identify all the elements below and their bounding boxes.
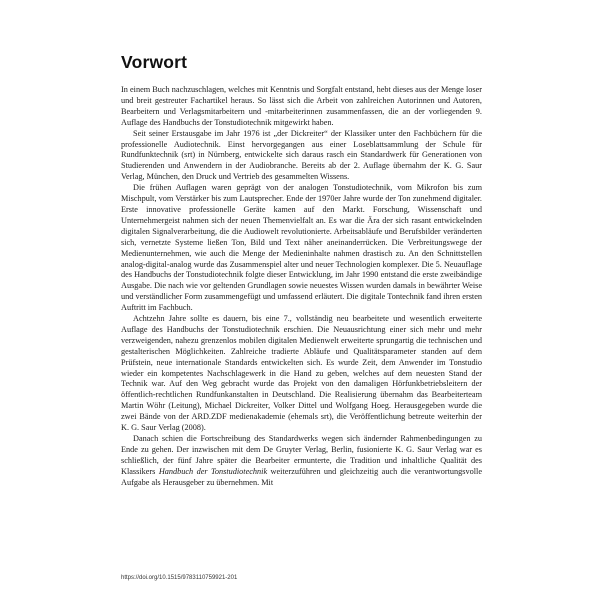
paragraph-1: In einem Buch nachzuschlagen, welches mit Kenntnis und Sorgfalt entstand, hebt dieses aus der Menge loser und breit gestreuter Fachartikel heraus. So lässt sich die Arbeit von zahlreichen Autorinnen und Autoren, Bearbeitern und Verlagsmitarbeitern und -mitarbeiterinnen zusammenfassen, die an der vorliegenden 9. Auflage des Handbuchs der Tonstudiotechnik mitgewirkt haben. <box>121 85 482 127</box>
book-title-italic: Handbuch der Tonstudiotechnik <box>158 466 268 476</box>
paragraph-3: Die frühen Auflagen waren geprägt von der analogen Tonstudiotechnik, vom Mikrofon bis zum Mischpult, vom Verstärker bis zum Lautsprecher. Ende der 1970er Jahre wurde der Ton zunehmend digitaler. Erste innovative professionelle Geräte kamen auf den Markt. Forschung, Wissenschaft und Unternehmergeist nahmen sich der neuen Themenvielfalt an. Es war die Ära der sich rasant entwickelnden digitalen Signalverarbeitung, die die Audiowelt revolutionierte. Arbeitsabläufe und Berufsbilder veränderten sich, vernetzte Systeme ließen Ton, Bild und Text näher aneinanderrücken. Die Verbreitungswege der Medienunternehmen, wie auch die Menge der Medieninhalte nahmen drastisch zu. An den Schnittstellen analog-digital-analog wurde das Zusammenspiel alter und neuer Technologien komplexer. Die 5. Neuauflage des Handbuchs der Tonstudiotechnik folgte dieser Entwicklung, im Jahr 1990 entstand die erste zweibändige Ausgabe. Die nach wie vor geltenden Grundlagen sowie neuestes Wissen wurden damals in bewährter Weise und verständlicher Form zusammengefügt und umfassend erläutert. Die digitale Tontechnik fand ihren ersten Auftritt im Fachbuch. <box>121 183 482 313</box>
page-title: Vorwort <box>121 52 188 72</box>
page-content <box>121 52 482 489</box>
paragraph-4: Achtzehn Jahre sollte es dauern, bis eine 7., vollständig neu bearbeitete und wesentlich erweiterte Auflage des Handbuchs der Tonstudiotechnik erschien. Die Neuausrichtung einer sich mehr und mehr verzweigenden, nahezu grenzenlos mobilen digitalen Medienwelt erweiterte sprungartig die technischen und gestalterischen Möglichkeiten. Zahlreiche tradierte Abläufe und Qualitätsparameter standen auf dem Prüfstein, neue internationale Standards entwickelten sich. Es wurde Zeit, dem Anwender im Tonstudio wieder ein kompetentes Nachschlagewerk in die Hand zu geben, welches auf dem neuesten Stand der Technik war. Auf den Weg gebracht wurde das Projekt von den damaligen Hörfunkbetriebsleitern der öffentlich-rechtlichen Rundfunkanstalten in Deutschland. Die Realisierung übernahm das Bearbeiterteam Martin Wöhr (Leitung), Michael Dickreiter, Volker Dittel und Wolfgang Hoeg. Herausgegeben wurde die zwei Bände von der ARD.ZDF medienakademie (ehemals srt), die Veröffentlichung betreute weiterhin der K. G. Saur Verlag (2008). <box>121 314 482 433</box>
paragraph-2: Seit seiner Erstausgabe im Jahr 1976 ist „der Dickreiter“ der Klassiker unter den Fachbüchern für die professionelle Audiotechnik. Einst hervorgegangen aus einer Loseblattsammlung der Schule für Rundfunktechnik (srt) in Nürnberg, entwickelte sich daraus rasch ein Standardwerk für Generationen von Studierenden und Anwendern in der Audiobranche. Bereits ab der 2. Auflage übernahm der K. G. Saur Verlag, München, den Druck und Vertrieb des gesammelten Wissens. <box>121 128 482 182</box>
body-text <box>121 85 482 489</box>
doi-footer: https://doi.org/10.1515/9783110759921-201 <box>121 575 238 581</box>
paragraph-5: Danach schien die Fortschreibung des Standardwerks wegen sich ändernder Rahmenbedingungen zu Ende zu gehen. Der inzwischen mit dem De Gruyter Verlag, Berlin, fusionierte K. G. Saur Verlag war es schließlich, der fünf Jahre später die Bearbeiter ermunterte, die Tradition und inhaltliche Qualität des Klassikers Handbuch der Tonstudiotechnik weiterzuführen und gleichzeitig auch die verantwortungsvolle Aufgabe als Herausgeber zu übernehmen. Mit <box>121 434 482 487</box>
